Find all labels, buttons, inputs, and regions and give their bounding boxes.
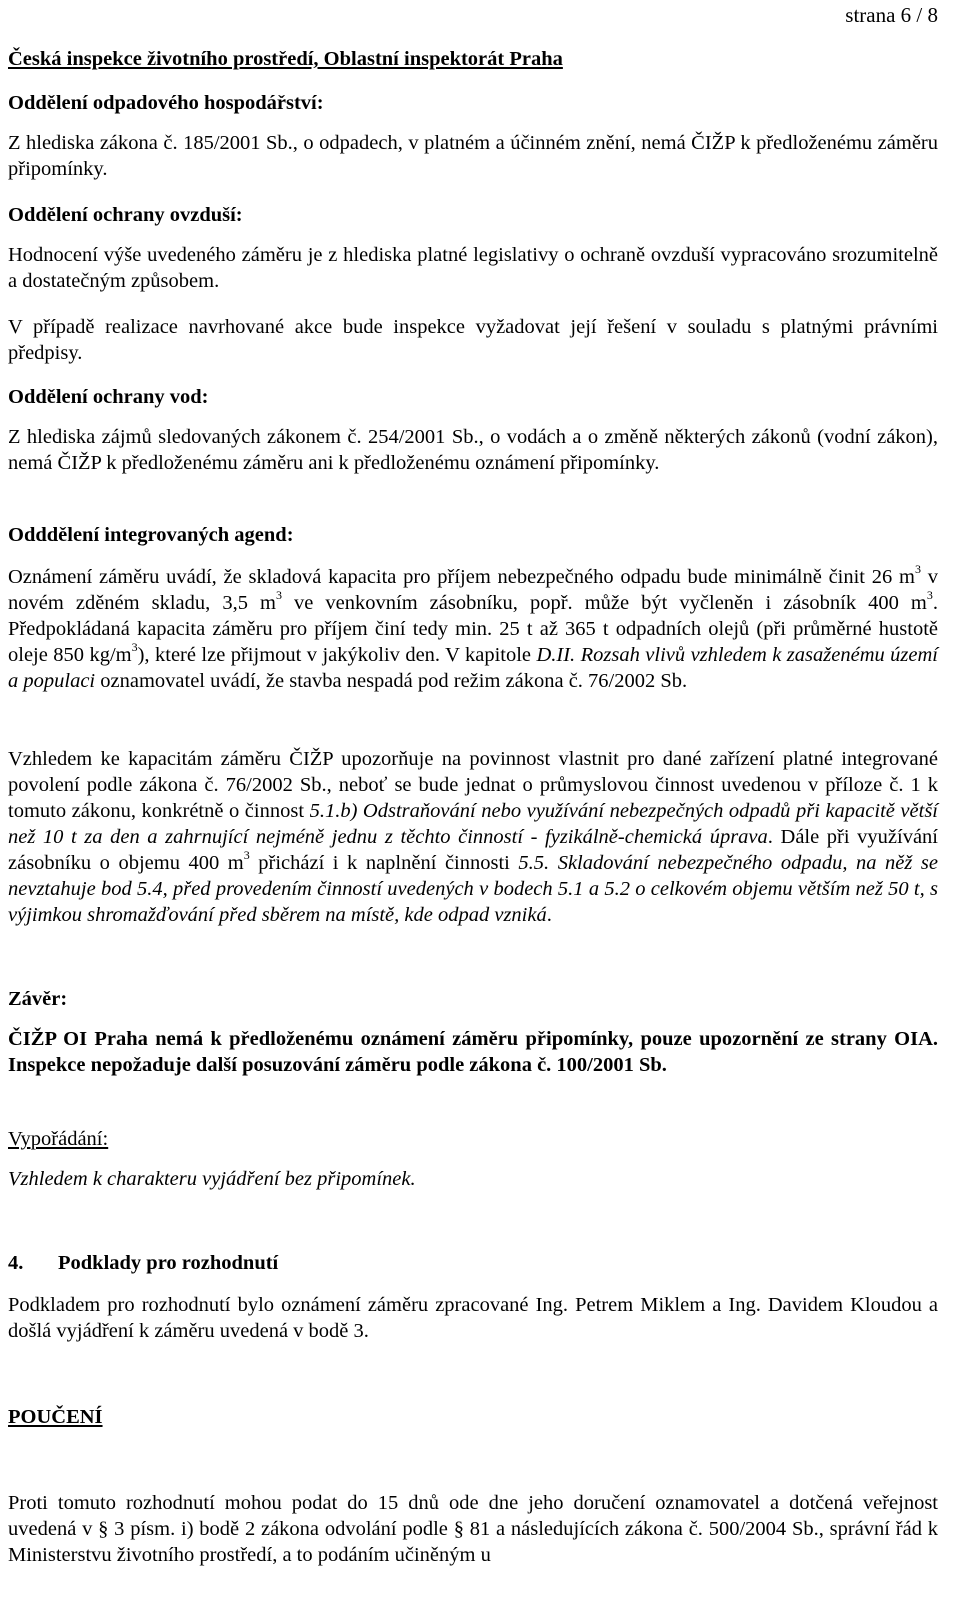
section-4-heading: 4. Podklady pro rozhodnutí	[8, 1252, 279, 1274]
water-dept-text: Z hlediska zájmů sledovaných zákonem č. 254/2001 Sb., o vodách a o změně některých zákonů (vodní zákon), nemá ČIŽP k předloženému záměru ani k předloženému oznámení připomínky.	[8, 426, 938, 474]
water-dept-heading: Oddělení ochrany vod:	[8, 386, 209, 408]
settlement-text: Vzhledem k charakteru vyjádření bez připomínek.	[8, 1168, 416, 1190]
conclusion-text: ČIŽP OI Praha nemá k předloženému oznámení záměru připomínky, pouze upozornění ze strany OIA. Inspekce nepožaduje další posuzování záměru podle zákona č. 100/2001 Sb.	[8, 1028, 938, 1076]
section-4-text: Podkladem pro rozhodnutí bylo oznámení záměru zpracované Ing. Petrem Miklem a Ing. Davidem Kloudou a došlá vyjádření k záměru uvedená v bodě 3.	[8, 1294, 938, 1342]
integrated-dept-text-2: Vzhledem ke kapacitám záměru ČIŽP upozorňuje na povinnost vlastnit pro dané zařízení platné integrované povolení podle zákona č. 76/2002 Sb., neboť se bude jednat o průmyslovou činnost uvedenou v příloze č. 1 k tomuto zákonu, konkrétně o činnost 5.1.b) Odstraňování nebo využívání nebezpečných odpadů při kapacitě větší než 10 t za den a zahrnující nejméně jednu z těchto činností - fyzikálně-chemická úprava. Dále při využívání zásobníku o objemu 400 $m^3$ přichází i k naplnění činnosti 5.5. Skladování nebezpečného odpadu, na něž se nevztahuje bod 5.4, před provedením činností uvedených v bodech 5.1 a 5.2 o celkovém objemu větším než 50 t, s výjimkou shromažďování před sběrem na místě, kde odpad vzniká.	[8, 748, 938, 926]
waste-dept-heading: Oddělení odpadového hospodářství:	[8, 92, 324, 114]
page-number: strana 6 / 8	[845, 3, 938, 27]
air-dept-heading: Oddělení ochrany ovzduší:	[8, 204, 243, 226]
integrated-dept-text-1: Oznámení záměru uvádí, že skladová kapacita pro příjem nebezpečného odpadu bude minimálně činit 26 $m^3$ v novém zděném skladu, 3,5 $m^3$ ve venkovním zásobníku, popř. může být vyčleněn i zásobník 400 $m^3$. Předpokládaná kapacita záměru pro příjem činí tedy min. 25 t až 365 t odpadních olejů (při průměrné hustotě oleje 850 $kg/m^3$), které lze přijmout v jakýkoliv den. V kapitole D.II. Rozsah vlivů vzhledem k zasaženému území a populaci oznamovatel uvádí, že stavba nespadá pod režim zákona č. 76/2002 Sb.	[8, 562, 939, 692]
settlement-heading: Vypořádání:	[8, 1128, 109, 1150]
instruction-text: Proti tomuto rozhodnutí mohou podat do 15 dnů ode dne jeho doručení oznamovatel a dotčená veřejnost uvedená v § 3 písm. i) bodě 2 zákona odvolání podle § 81 a následujících zákona č. 500/2004 Sb., správní řád k Ministerstvu životního prostředí, a to podáním učiněným u	[8, 1492, 938, 1566]
conclusion-heading: Závěr:	[8, 988, 68, 1010]
waste-dept-text: Z hlediska zákona č. 185/2001 Sb., o odpadech, v platném a účinném znění, nemá ČIŽP k předloženému záměru připomínky.	[8, 132, 938, 180]
air-dept-text-1: Hodnocení výše uvedeného záměru je z hlediska platné legislativy o ochraně ovzduší vypracováno srozumitelně a dostatečným způsobem.	[8, 244, 938, 292]
organization-heading: Česká inspekce životního prostředí, Oblastní inspektorát Praha	[8, 48, 563, 70]
instruction-heading: POUČENÍ	[8, 1406, 103, 1428]
air-dept-text-2: V případě realizace navrhované akce bude inspekce vyžadovat její řešení v souladu s platnými právními předpisy.	[8, 316, 938, 364]
integrated-dept-heading: Odddělení integrovaných agend:	[8, 524, 294, 546]
